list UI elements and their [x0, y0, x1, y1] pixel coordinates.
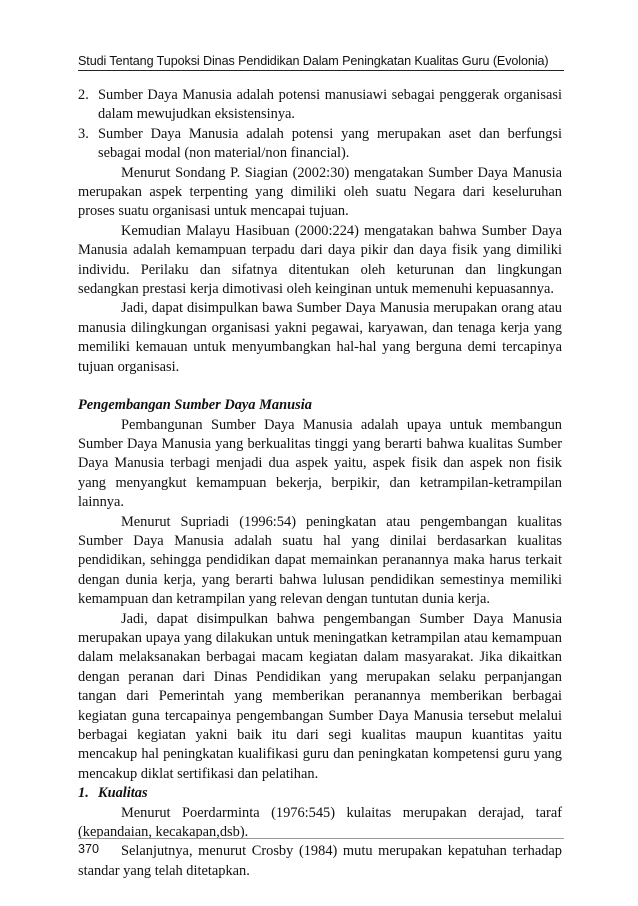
section-heading: Pengembangan Sumber Daya Manusia [78, 397, 312, 414]
paragraph: Menurut Poerdarminta (1976:545) kulaitas merupakan derajad, taraf (kepandaian, kecakapan,dsb). [78, 804, 562, 841]
page-body [78, 86, 562, 881]
paragraph: Jadi, dapat disimpulkan bahwa pengembangan Sumber Daya Manusia merupakan upaya yang dilakukan untuk meningatkan ketrampilan atau kemampuan dalam melaksanakan berbagai macam kegiatan dalam masyarakat. Jika dikaitkan dengan peranan dari Dinas Pendidikan yang merupakan selaku perpanjangan tangan dari Pemerintah yang memberikan peranannya memberikan berbagai kegiatan guna tercapainya pengembangan Sumber Daya Manusia tersebut melalui berbagai kegiatan yakni baik itu dari segi kualitas maupun kuantitas yaitu mencakup hal peningkatan kualifikasi guru dan peningkatan kompetensi guru yang mencakup diklat sertifikasi dan pelatihan. [78, 610, 562, 782]
paragraph: Pembangunan Sumber Daya Manusia adalah upaya untuk membangun Sumber Daya Manusia yang berkualitas tinggi yang berarti bahwa kualitas Sumber Daya Manusia terbagi menjadi dua aspek yaitu, aspek fisik dan aspek non fisik yang menyangkut kemampuan bekerja, berpikir, dan ketrampilan-ketrampilan lainnya. [78, 416, 562, 511]
subsection-heading [78, 784, 562, 803]
list-number: 2. [78, 87, 89, 103]
footer-divider [78, 838, 564, 839]
paragraph: Menurut Supriadi (1996:54) peningkatan atau pengembangan kualitas Sumber Daya Manusia adalah suatu hal yang dinilai berdasarkan kualitas pendidikan, sehingga pendidikan dapat memainkan peranannya maka harus terkait dengan dunia kerja, yang berarti bahwa lulusan pendidikan semestinya memiliki kemampuan dan ketrampilan yang relevan dengan tuntutan dunia kerja. [78, 513, 562, 608]
list-number: 3. [78, 125, 89, 142]
list-item [78, 125, 562, 164]
subsection-title: Kualitas [98, 785, 148, 802]
paragraph: Menurut Sondang P. Siagian (2002:30) mengatakan Sumber Daya Manusia merupakan aspek terpenting yang dimiliki oleh suatu Negara dari keseluruhan proses suatu organisasi untuk mencapai tujuan. [78, 164, 562, 220]
paragraph: Selanjutnya, menurut Crosby (1984) mutu merupakan kepatuhan terhadap standar yang telah ditetapkan. [78, 843, 562, 879]
running-header: Studi Tentang Tupoksi Dinas Pendidikan Dalam Peningkatan Kualitas Guru (Evolonia) [78, 54, 564, 71]
list-text: Sumber Daya Manusia adalah potensi yang merupakan aset dan berfungsi sebagai modal (non material/non financial). [98, 125, 562, 162]
paragraph: Jadi, dapat disimpulkan bawa Sumber Daya Manusia merupakan orang atau manusia dilingkungan organisasi yakni pegawai, karyawan, dan tenaga kerja yang memiliki kemauan untuk menyumbangkan hal-hal yang berguna demi tercapinya tujuan organisasi. [78, 300, 562, 375]
spacer [78, 377, 562, 396]
list-item [78, 86, 562, 125]
list-text: Sumber Daya Manusia adalah potensi manusiawi sebagai penggerak organisasi dalam mewujudkan eksistensinya. [98, 87, 562, 123]
paragraph: Kemudian Malayu Hasibuan (2000:224) mengatakan bahwa Sumber Daya Manusia adalah kemampuan terpadu dari daya pikir dan daya fisik yang dimiliki individu. Perilaku dan sifatnya ditentukan oleh keturunan dan lingkungan sedangkan prestasi kerja dimotivasi oleh keinginan untuk memenuhi kepuasannya. [78, 222, 562, 298]
subsection-number: 1. [78, 785, 89, 802]
page-number: 370 [78, 842, 100, 856]
